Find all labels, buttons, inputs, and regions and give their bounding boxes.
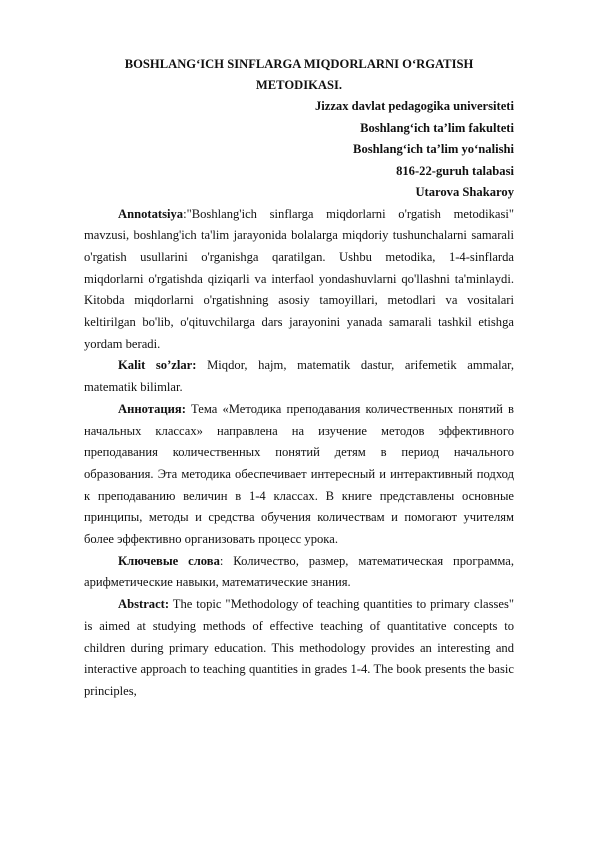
keywords-ru-label: Ключевые слова [118, 553, 220, 568]
department-name: Boshlang‘ich ta’lim yo‘nalishi [353, 142, 514, 156]
abstract-en [84, 594, 514, 703]
abstract-uz-label: Annotatsiya [118, 206, 184, 221]
keywords-ru-text: : Количество, размер, математическая программа, арифметические навыки, математические знания. [84, 553, 514, 590]
keywords-uz [84, 355, 514, 398]
keywords-uz-label: Kalit so’zlar: [118, 358, 197, 373]
abstract-en-text: The topic "Methodology of teaching quantities to primary classes" is aimed at studying methods of effective teaching of quantitative concepts to children during primary education. This methodology provides an interesting and interactive approach to teaching quantities in grades 1-4. The book presents the basic principles, [84, 597, 514, 698]
author-affiliation [84, 96, 514, 204]
paper-title-line-2: METODIKASI. [255, 78, 343, 92]
document-page [84, 54, 514, 703]
abstract-en-label: Abstract: [118, 597, 170, 612]
student-group: 816-22-guruh talabasi [396, 163, 514, 178]
paper-title [84, 54, 514, 96]
abstract-ru [84, 399, 514, 551]
university-name: Jizzax davlat pedagogika universiteti [314, 99, 514, 113]
abstract-ru-text: Тема «Методика преподавания количественных понятий в начальных классах» направлена на изучение методов эффективного преподавания количественных понятий детям в период начального образования. Эта методика обеспечивает интересный и интерактивный подход к преподаванию величин в 1-4 классах. В книге представлены основные принципы, методы и средства обучения количествам и помогают учителям более эффективно организовать процесс урока. [84, 401, 514, 547]
faculty-name: Boshlang‘ich ta’lim fakulteti [360, 120, 514, 135]
abstract-ru-label: Аннотация: [118, 401, 186, 416]
paper-title-line-1: BOSHLANG‘ICH SINFLARGA MIQDORLARNI O‘RGATISH [124, 57, 474, 71]
author-name: Utarova Shakaroy [415, 185, 514, 199]
abstract-uz-text: :"Boshlang'ich sinflarga miqdorlarni o'rgatish metodikasi" mavzusi, boshlang'ich ta'lim jarayonida bolalarga miqdoriy tushunchalarni samarali o'rgatish usullarini o'rganishga qaratilgan. Ushbu metodika, 1-4-sinflarda miqdorlarni o'rgatishda qiziqarli va interfaol yondashuvlarni qo'llashni ta'minlaydi. Kitobda miqdorlarni o'rgatishning asosiy tamoyillari, metodlari va vositalari keltirilgan bo'lib, o'qituvchilarga dars jarayonini yanada samarali tashkil etishga yordam beradi. [84, 206, 514, 351]
keywords-uz-text: Miqdor, hajm, matematik dastur, arifemetik ammalar, matematik bilimlar. [84, 358, 515, 395]
abstract-uz [84, 204, 514, 356]
keywords-ru [84, 551, 514, 594]
